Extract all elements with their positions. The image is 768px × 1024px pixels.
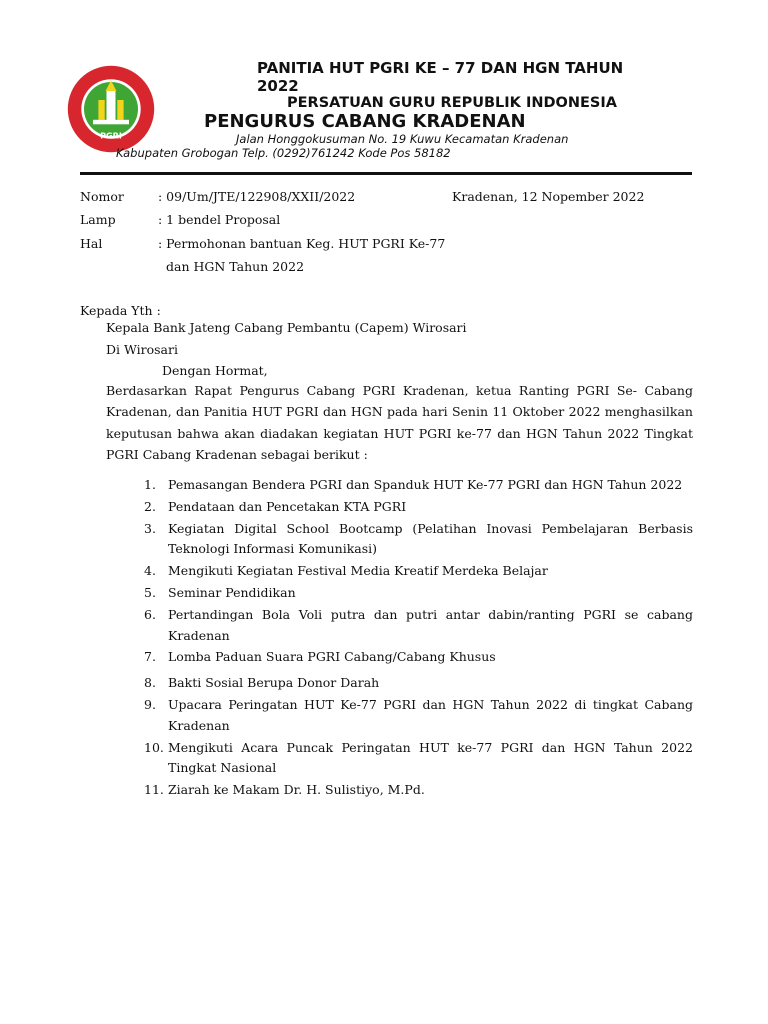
list-item-text: Bakti Sosial Berupa Donor Darah (168, 675, 380, 691)
branch-name: PENGURUS CABANG KRADENAN (204, 111, 526, 132)
list-item-number: 10. (144, 739, 164, 755)
hal-value: : Permohonan bantuan Keg. HUT PGRI Ke-77 (158, 236, 446, 251)
list-item (144, 780, 693, 801)
lamp-value: : 1 bendel Proposal (158, 212, 281, 227)
list-item-number: 9. (144, 696, 156, 712)
nomor-value: : 09/Um/JTE/122908/XXII/2022 (158, 189, 356, 204)
greeting: Dengan Hormat, (162, 363, 268, 378)
organization-name: PERSATUAN GURU REPUBLIK INDONESIA (287, 95, 617, 111)
list-item-number: 7. (144, 649, 156, 665)
list-item-text: Lomba Paduan Suara PGRI Cabang/Cabang Khusus (168, 649, 496, 665)
recipient-place: Di Wirosari (106, 342, 178, 357)
activity-list (144, 475, 693, 802)
lamp-label: Lamp (80, 212, 116, 227)
header-divider (80, 172, 692, 175)
pgri-logo (66, 64, 156, 154)
hal-value-continued: dan HGN Tahun 2022 (166, 259, 305, 274)
list-item-number: 5. (144, 584, 156, 600)
list-item (144, 605, 693, 647)
list-item-text: Seminar Pendidikan (168, 584, 296, 600)
list-item (144, 519, 693, 561)
list-item (144, 497, 693, 518)
list-item (144, 583, 693, 604)
list-item-number: 6. (144, 606, 156, 622)
address-line-2: Kabupaten Grobogan Telp. (0292)761242 Kode Pos 58182 (116, 146, 451, 160)
list-item-text: Pendataan dan Pencetakan KTA PGRI (168, 498, 407, 514)
list-item (144, 561, 693, 582)
list-item-text: Pemasangan Bendera PGRI dan Spanduk HUT Ke-77 PGRI dan HGN Tahun 2022 (168, 477, 683, 492)
list-item (144, 475, 693, 496)
committee-title: PANITIA HUT PGRI KE – 77 DAN HGN TAHUN (257, 59, 624, 77)
list-item-text: Kegiatan Digital School Bootcamp (Pelatihan Inovasi Pembelajaran Berbasis Teknologi Informasi Komunikasi) (168, 520, 693, 557)
recipient-name: Kepala Bank Jateng Cabang Pembantu (Capem) Wirosari (106, 320, 467, 335)
list-item-number: 1. (144, 477, 156, 492)
letter-date: Kradenan, 12 Nopember 2022 (452, 189, 645, 204)
list-item-number: 8. (144, 675, 156, 691)
list-item (144, 695, 693, 737)
body-paragraph: Berdasarkan Rapat Pengurus Cabang PGRI Kradenan, ketua Ranting PGRI Se- Cabang Kradenan, dan Panitia HUT PGRI dan HGN pada hari Senin 11 Oktober 2022 menghasilkan keputusan bahwa akan diadakan kegiatan HUT PGRI ke-77 dan HGN Tahun 2022 Tingkat PGRI Cabang Kradenan sebagai berikut : (106, 383, 693, 462)
logo-caption: PGRI (100, 130, 122, 141)
list-item (144, 738, 693, 780)
list-item-text: Ziarah ke Makam Dr. H. Sulistiyo, M.Pd. (168, 782, 425, 798)
hal-label: Hal (80, 236, 103, 251)
list-item-text: Pertandingan Bola Voli putra dan putri antar dabin/ranting PGRI se cabang Kradenan (168, 606, 693, 643)
list-item-number: 4. (144, 563, 156, 579)
list-item-text: Mengikuti Acara Puncak Peringatan HUT ke-77 PGRI dan HGN Tahun 2022 Tingkat Nasional (168, 739, 693, 776)
list-item-text: Upacara Peringatan HUT Ke-77 PGRI dan HGN Tahun 2022 di tingkat Cabang Kradenan (168, 696, 693, 733)
list-item (144, 673, 693, 694)
list-item (144, 647, 693, 668)
list-item-number: 3. (144, 520, 156, 536)
list-item-text: Mengikuti Kegiatan Festival Media Kreatif Merdeka Belajar (168, 563, 548, 579)
nomor-label: Nomor (80, 189, 124, 204)
kepada-label: Kepada Yth : (80, 303, 161, 318)
list-item-number: 2. (144, 498, 156, 514)
list-item-number: 11. (144, 782, 164, 798)
address-line-1: Jalan Honggokusuman No. 19 Kuwu Kecamatan Kradenan (236, 132, 569, 146)
committee-title-year: 2022 (257, 77, 299, 95)
